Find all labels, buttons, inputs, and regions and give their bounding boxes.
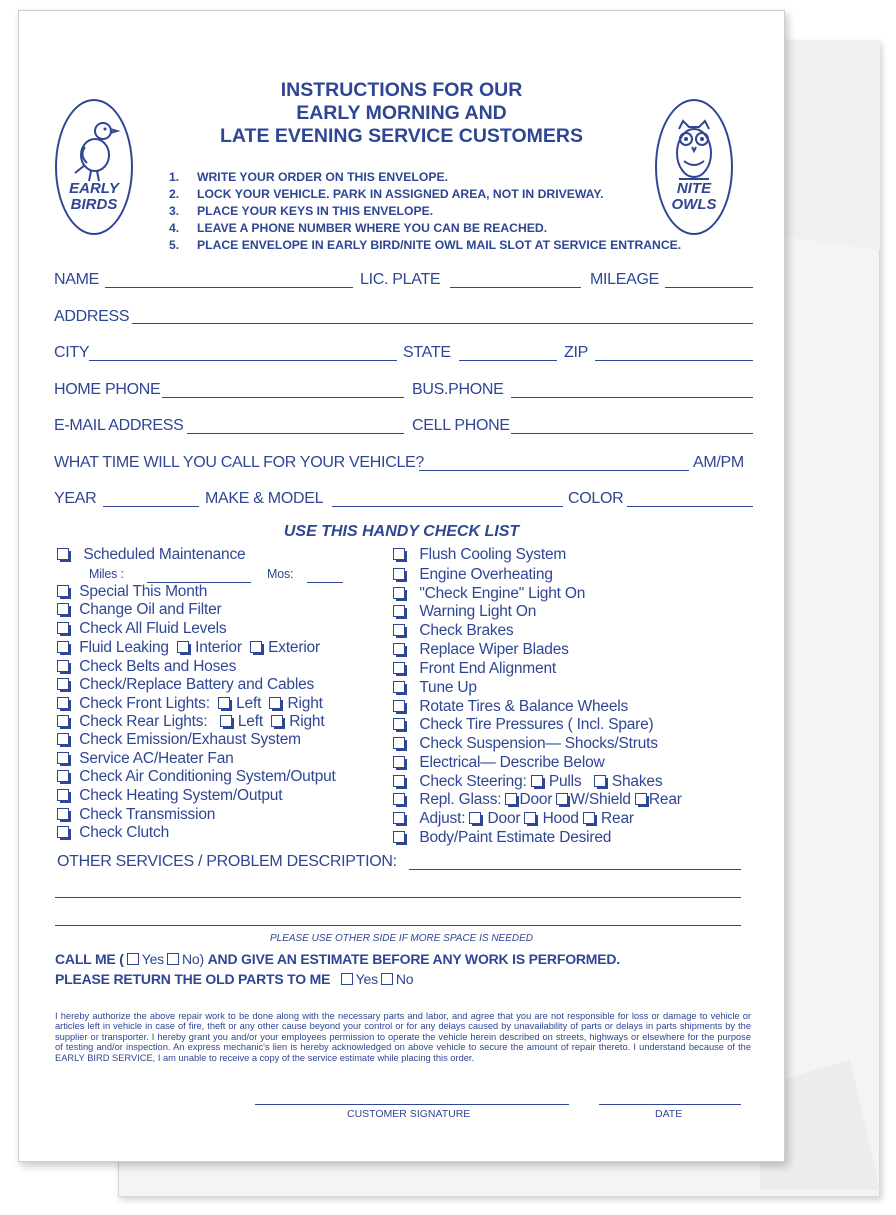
check-item-steering[interactable]: Check Steering: Pulls Shakes: [393, 773, 662, 791]
checkbox-glass-wshield[interactable]: [556, 793, 568, 805]
check-item-wipers[interactable]: Replace Wiper Blades: [393, 641, 569, 659]
checkbox[interactable]: [57, 641, 69, 653]
miles-label: Miles :: [89, 567, 124, 581]
checkbox[interactable]: [393, 737, 405, 749]
instruction-steps: [169, 169, 681, 254]
zip-label: ZIP: [564, 344, 588, 361]
other-services-field[interactable]: [409, 869, 741, 870]
name-label: NAME: [54, 271, 100, 288]
checkbox[interactable]: [393, 718, 405, 730]
checkbox[interactable]: [57, 548, 69, 560]
step-item: 2. LOCK YOUR VEHICLE. PARK IN ASSIGNED AREA, NOT IN DRIVEWAY.: [169, 187, 604, 201]
customer-signature-label: CUSTOMER SIGNATURE: [347, 1108, 471, 1120]
mileage-field[interactable]: [665, 287, 753, 288]
step-item: 3. PLACE YOUR KEYS IN THIS ENVELOPE.: [169, 204, 434, 218]
city-label: CITY: [54, 344, 90, 361]
check-item-front-lights[interactable]: Check Front Lights: Left Right: [57, 695, 323, 713]
mos-label: Mos:: [267, 567, 294, 581]
checkbox[interactable]: [393, 624, 405, 636]
checkbox[interactable]: [393, 775, 405, 787]
checkbox[interactable]: [57, 733, 69, 745]
email-field[interactable]: [187, 433, 404, 434]
bus-phone-field[interactable]: [511, 397, 753, 398]
checkbox[interactable]: [57, 585, 69, 597]
step-item: 1. WRITE YOUR ORDER ON THIS ENVELOPE.: [169, 170, 448, 184]
check-item-heating[interactable]: Check Heating System/Output: [57, 787, 282, 805]
check-item-battery[interactable]: Check/Replace Battery and Cables: [57, 676, 314, 694]
check-item-oil[interactable]: Change Oil and Filter: [57, 601, 221, 619]
email-label: E-MAIL ADDRESS: [54, 417, 184, 434]
checkbox-pulls[interactable]: [531, 775, 543, 787]
checkbox-front-left[interactable]: [218, 697, 230, 709]
checkbox[interactable]: [393, 548, 405, 560]
other-services-line-2[interactable]: [55, 897, 741, 898]
checkbox[interactable]: [393, 681, 405, 693]
check-item-tire-pressure[interactable]: Check Tire Pressures ( Incl. Spare): [393, 716, 654, 734]
date-label: DATE: [655, 1108, 683, 1120]
call-me-yes-checkbox[interactable]: [127, 953, 139, 965]
check-item-scheduled-maintenance[interactable]: Scheduled Maintenance: [57, 546, 245, 564]
other-services-line-3[interactable]: [55, 925, 741, 926]
authorization-text: I hereby authorize the above repair work to be done along with the necessary parts and labor, and agree that you are not responsible for loss or damage to vehicle or articles left in vehicle in case of fire, theft or any other cause beyond your control or for any delays caused by unavailability of parts or delays in parts shipments by the supplier or transporter. I hereby grant you and/or your employees permission to operate the vehicle herein described on streets, highways or elsewhere for the purpose of testing and/or inspection. An express mechanic's lien is hereby acknowledged on above vehicle to secure the amount of repair thereto. I understand because of the EARLY BIRD SERVICE, I am unable to receive a copy of the service estimate while placing this order.: [55, 1011, 751, 1063]
call-me-line: CALL ME ( Yes No) AND GIVE AN ESTIMATE BEFORE ANY WORK IS PERFORMED.: [55, 951, 620, 967]
checkbox-glass-door[interactable]: [505, 793, 517, 805]
checkbox-rear-right[interactable]: [271, 715, 283, 727]
check-item-alignment[interactable]: Front End Alignment: [393, 660, 556, 678]
bus-phone-label: BUS.PHONE: [412, 381, 504, 398]
checkbox[interactable]: [57, 603, 69, 615]
state-field[interactable]: [459, 360, 557, 361]
check-item-adjust[interactable]: Adjust: Door Hood Rear: [393, 810, 634, 828]
check-item-check-engine[interactable]: "Check Engine" Light On: [393, 585, 585, 603]
other-services-label: OTHER SERVICES / PROBLEM DESCRIPTION:: [57, 853, 397, 870]
check-item-emission[interactable]: Check Emission/Exhaust System: [57, 731, 301, 749]
check-item-clutch[interactable]: Check Clutch: [57, 824, 169, 842]
date-field[interactable]: [599, 1104, 741, 1105]
checkbox[interactable]: [393, 587, 405, 599]
checkbox-glass-rear[interactable]: [635, 793, 647, 805]
check-item-electrical[interactable]: Electrical— Describe Below: [393, 754, 605, 772]
checkbox[interactable]: [393, 643, 405, 655]
service-form-sheet: [18, 10, 785, 1162]
home-phone-label: HOME PHONE: [54, 381, 161, 398]
checkbox[interactable]: [393, 568, 405, 580]
step-item: 5. PLACE ENVELOPE IN EARLY BIRD/NITE OWL MAIL SLOT AT SERVICE ENTRANCE.: [169, 238, 682, 252]
check-item-fluid-leaking[interactable]: Fluid Leaking Interior Exterior: [57, 639, 320, 657]
home-phone-field[interactable]: [162, 397, 404, 398]
check-item-flush-cooling[interactable]: Flush Cooling System: [393, 546, 566, 564]
cell-phone-field[interactable]: [511, 433, 753, 434]
check-item-brakes[interactable]: Check Brakes: [393, 622, 513, 640]
form-title: INSTRUCTIONS FOR OUR EARLY MORNING AND LATE EVENING SERVICE CUSTOMERS: [220, 79, 583, 147]
checkbox-exterior[interactable]: [250, 641, 262, 653]
check-item-overheating[interactable]: Engine Overheating: [393, 566, 553, 584]
checkbox-adjust-hood[interactable]: [524, 812, 536, 824]
check-item-ac-fan[interactable]: Service AC/Heater Fan: [57, 750, 234, 768]
nite-owls-label: NITE OWLS: [671, 180, 717, 213]
pickup-time-field[interactable]: [419, 470, 689, 471]
color-field[interactable]: [627, 506, 753, 507]
state-label: STATE: [403, 344, 451, 361]
check-item-fluids[interactable]: Check All Fluid Levels: [57, 620, 226, 638]
checkbox[interactable]: [57, 715, 69, 727]
check-item-tune-up[interactable]: Tune Up: [393, 679, 477, 697]
city-field[interactable]: [89, 360, 397, 361]
check-item-transmission[interactable]: Check Transmission: [57, 806, 215, 824]
year-label: YEAR: [54, 490, 97, 507]
check-item-suspension[interactable]: Check Suspension— Shocks/Struts: [393, 735, 658, 753]
checkbox[interactable]: [57, 752, 69, 764]
year-field[interactable]: [103, 506, 199, 507]
check-item-body-paint[interactable]: Body/Paint Estimate Desired: [393, 829, 611, 847]
ampm-label: AM/PM: [693, 454, 744, 471]
checkbox[interactable]: [393, 831, 405, 843]
check-item-special[interactable]: Special This Month: [57, 583, 207, 601]
checkbox[interactable]: [57, 826, 69, 838]
checkbox[interactable]: [57, 678, 69, 690]
return-parts-line: PLEASE RETURN THE OLD PARTS TO ME Yes No: [55, 971, 414, 987]
parts-yes-checkbox[interactable]: [341, 973, 353, 985]
checkbox-adjust-door[interactable]: [469, 812, 481, 824]
check-item-belts[interactable]: Check Belts and Hoses: [57, 658, 236, 676]
lic-plate-label: LIC. PLATE: [360, 271, 441, 288]
checkbox[interactable]: [57, 789, 69, 801]
checkbox[interactable]: [57, 660, 69, 672]
address-label: ADDRESS: [54, 308, 130, 325]
mileage-label: MILEAGE: [590, 271, 660, 288]
step-item: 4. LEAVE A PHONE NUMBER WHERE YOU CAN BE REACHED.: [169, 221, 548, 235]
checkbox-interior[interactable]: [177, 641, 189, 653]
checkbox-adjust-rear[interactable]: [583, 812, 595, 824]
checkbox[interactable]: [393, 605, 405, 617]
checkbox[interactable]: [393, 793, 405, 805]
checkbox-front-right[interactable]: [269, 697, 281, 709]
checklist-title: USE THIS HANDY CHECK LIST: [283, 523, 520, 540]
check-item-rear-lights[interactable]: Check Rear Lights: Left Right: [57, 713, 324, 731]
checkbox[interactable]: [393, 700, 405, 712]
check-item-warning-light[interactable]: Warning Light On: [393, 603, 536, 621]
checkbox[interactable]: [393, 812, 405, 824]
checkbox[interactable]: [57, 697, 69, 709]
check-item-glass[interactable]: Repl. Glass: Door W/Shield Rear: [393, 791, 682, 809]
more-space-note: PLEASE USE OTHER SIDE IF MORE SPACE IS NEEDED: [269, 933, 534, 944]
checkbox[interactable]: [57, 808, 69, 820]
cell-phone-label: CELL PHONE: [412, 417, 510, 434]
customer-signature-field[interactable]: [255, 1104, 569, 1105]
checkbox[interactable]: [57, 770, 69, 782]
zip-field[interactable]: [595, 360, 753, 361]
checkbox[interactable]: [393, 756, 405, 768]
checkbox[interactable]: [57, 622, 69, 634]
early-birds-label: EARLY BIRDS: [69, 180, 119, 213]
make-model-field[interactable]: [332, 506, 563, 507]
pickup-time-label: WHAT TIME WILL YOU CALL FOR YOUR VEHICLE?: [54, 454, 425, 471]
make-model-label: MAKE & MODEL: [205, 490, 324, 507]
check-item-ac-system[interactable]: Check Air Conditioning System/Output: [57, 768, 336, 786]
mos-field[interactable]: [307, 582, 343, 583]
name-field[interactable]: [105, 287, 353, 288]
check-item-rotate-tires[interactable]: Rotate Tires & Balance Wheels: [393, 698, 628, 716]
address-field[interactable]: [132, 323, 753, 324]
checkbox-rear-left[interactable]: [220, 715, 232, 727]
checkbox[interactable]: [393, 662, 405, 674]
checkbox-shakes[interactable]: [594, 775, 606, 787]
call-me-no-checkbox[interactable]: [167, 953, 179, 965]
parts-no-checkbox[interactable]: [381, 973, 393, 985]
lic-plate-field[interactable]: [450, 287, 581, 288]
color-label: COLOR: [568, 490, 624, 507]
